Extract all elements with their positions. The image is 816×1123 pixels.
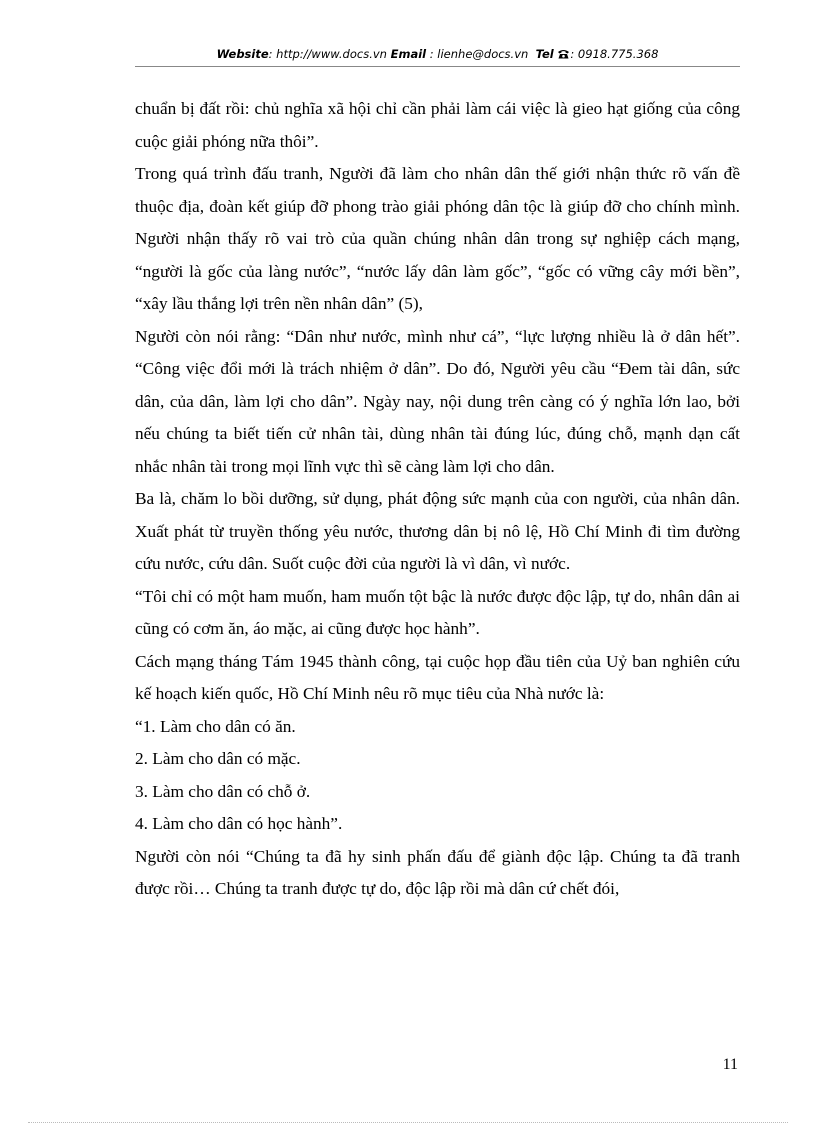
header-divider [135, 66, 740, 67]
paragraph: chuẩn bị đất rồi: chủ nghĩa xã hội chỉ cần phải làm cái việc là gieo hạt giống của công cuộc giải phóng nữa thôi”. [135, 99, 740, 151]
list-item: “1. Làm cho dân có ăn. [135, 716, 296, 736]
website-label: Website [216, 47, 269, 61]
paragraph: Người còn nói “Chúng ta đã hy sinh phấn đấu để giành độc lập. Chúng ta đã tranh được rồi… Chúng ta tranh được tự do, độc lập rồi mà dân cứ chết đói, [135, 846, 740, 898]
tel-number: : 0918.775.368 [570, 47, 659, 61]
page-header [135, 47, 740, 61]
paragraph: Người còn nói rằng: “Dân như nước, mình như cá”, “lực lượng nhiều là ở dân hết”. “Công việc đổi mới là trách nhiệm ở dân”. Do đó, Người yêu cầu “Đem tài dân, sức dân, của dân, làm lợi cho dân”. Ngày nay, nội dung trên càng có ý nghĩa lớn lao, bởi nếu chúng ta biết tiến cử nhân tài, dùng nhân tài đúng lúc, đúng chỗ, mạnh dạn cất nhắc nhân tài trong mọi lĩnh vực thì sẽ càng làm lợi cho dân. [135, 326, 740, 476]
tel-label: Tel [535, 47, 554, 61]
paragraph: Cách mạng tháng Tám 1945 thành công, tại cuộc họp đầu tiên của Uỷ ban nghiên cứu kế hoạch kiến quốc, Hồ Chí Minh nêu rõ mục tiêu của Nhà nước là: [135, 651, 740, 703]
page-number: 11 [722, 1056, 738, 1073]
list-item: 4. Làm cho dân có học hành”. [135, 814, 343, 833]
paragraph: Ba là, chăm lo bồi dưỡng, sử dụng, phát động sức mạnh của con người, của nhân dân. Xuất phát từ truyền thống yêu nước, thương dân bị nô lệ, Hồ Chí Minh đi tìm đường cứu nước, cứu dân. Suốt cuộc đời của người là vì dân, vì nước. [135, 489, 740, 573]
website-url[interactable]: : http://www.docs.vn [268, 47, 387, 61]
paragraph: Trong quá trình đấu tranh, Người đã làm cho nhân dân thế giới nhận thức rõ vấn đề thuộc địa, đoàn kết giúp đỡ phong trào giải phóng dân tộc là giúp đỡ cho chính mình. Người nhận thấy rõ vai trò của quần chúng nhân dân trong sự nghiệp cách mạng, “người là gốc của làng nước”, “nước lấy dân làm gốc”, “gốc có vững cây mới bền”, “xây lầu thắng lợi trên nền nhân dân” (5), [135, 164, 740, 313]
email-label: Email [390, 47, 427, 61]
list-item: 2. Làm cho dân có mặc. [135, 749, 301, 768]
document-body [135, 93, 740, 906]
list-item: 3. Làm cho dân có chỗ ở. [135, 781, 311, 801]
quote-paragraph: “Tôi chỉ có một ham muốn, ham muốn tột bậc là nước được độc lập, tự do, nhân dân ai cũng có cơm ăn, áo mặc, ai cũng được học hành”. [135, 586, 740, 638]
email-address[interactable]: : lienhe@docs.vn [429, 47, 529, 61]
telephone-icon [557, 47, 570, 61]
